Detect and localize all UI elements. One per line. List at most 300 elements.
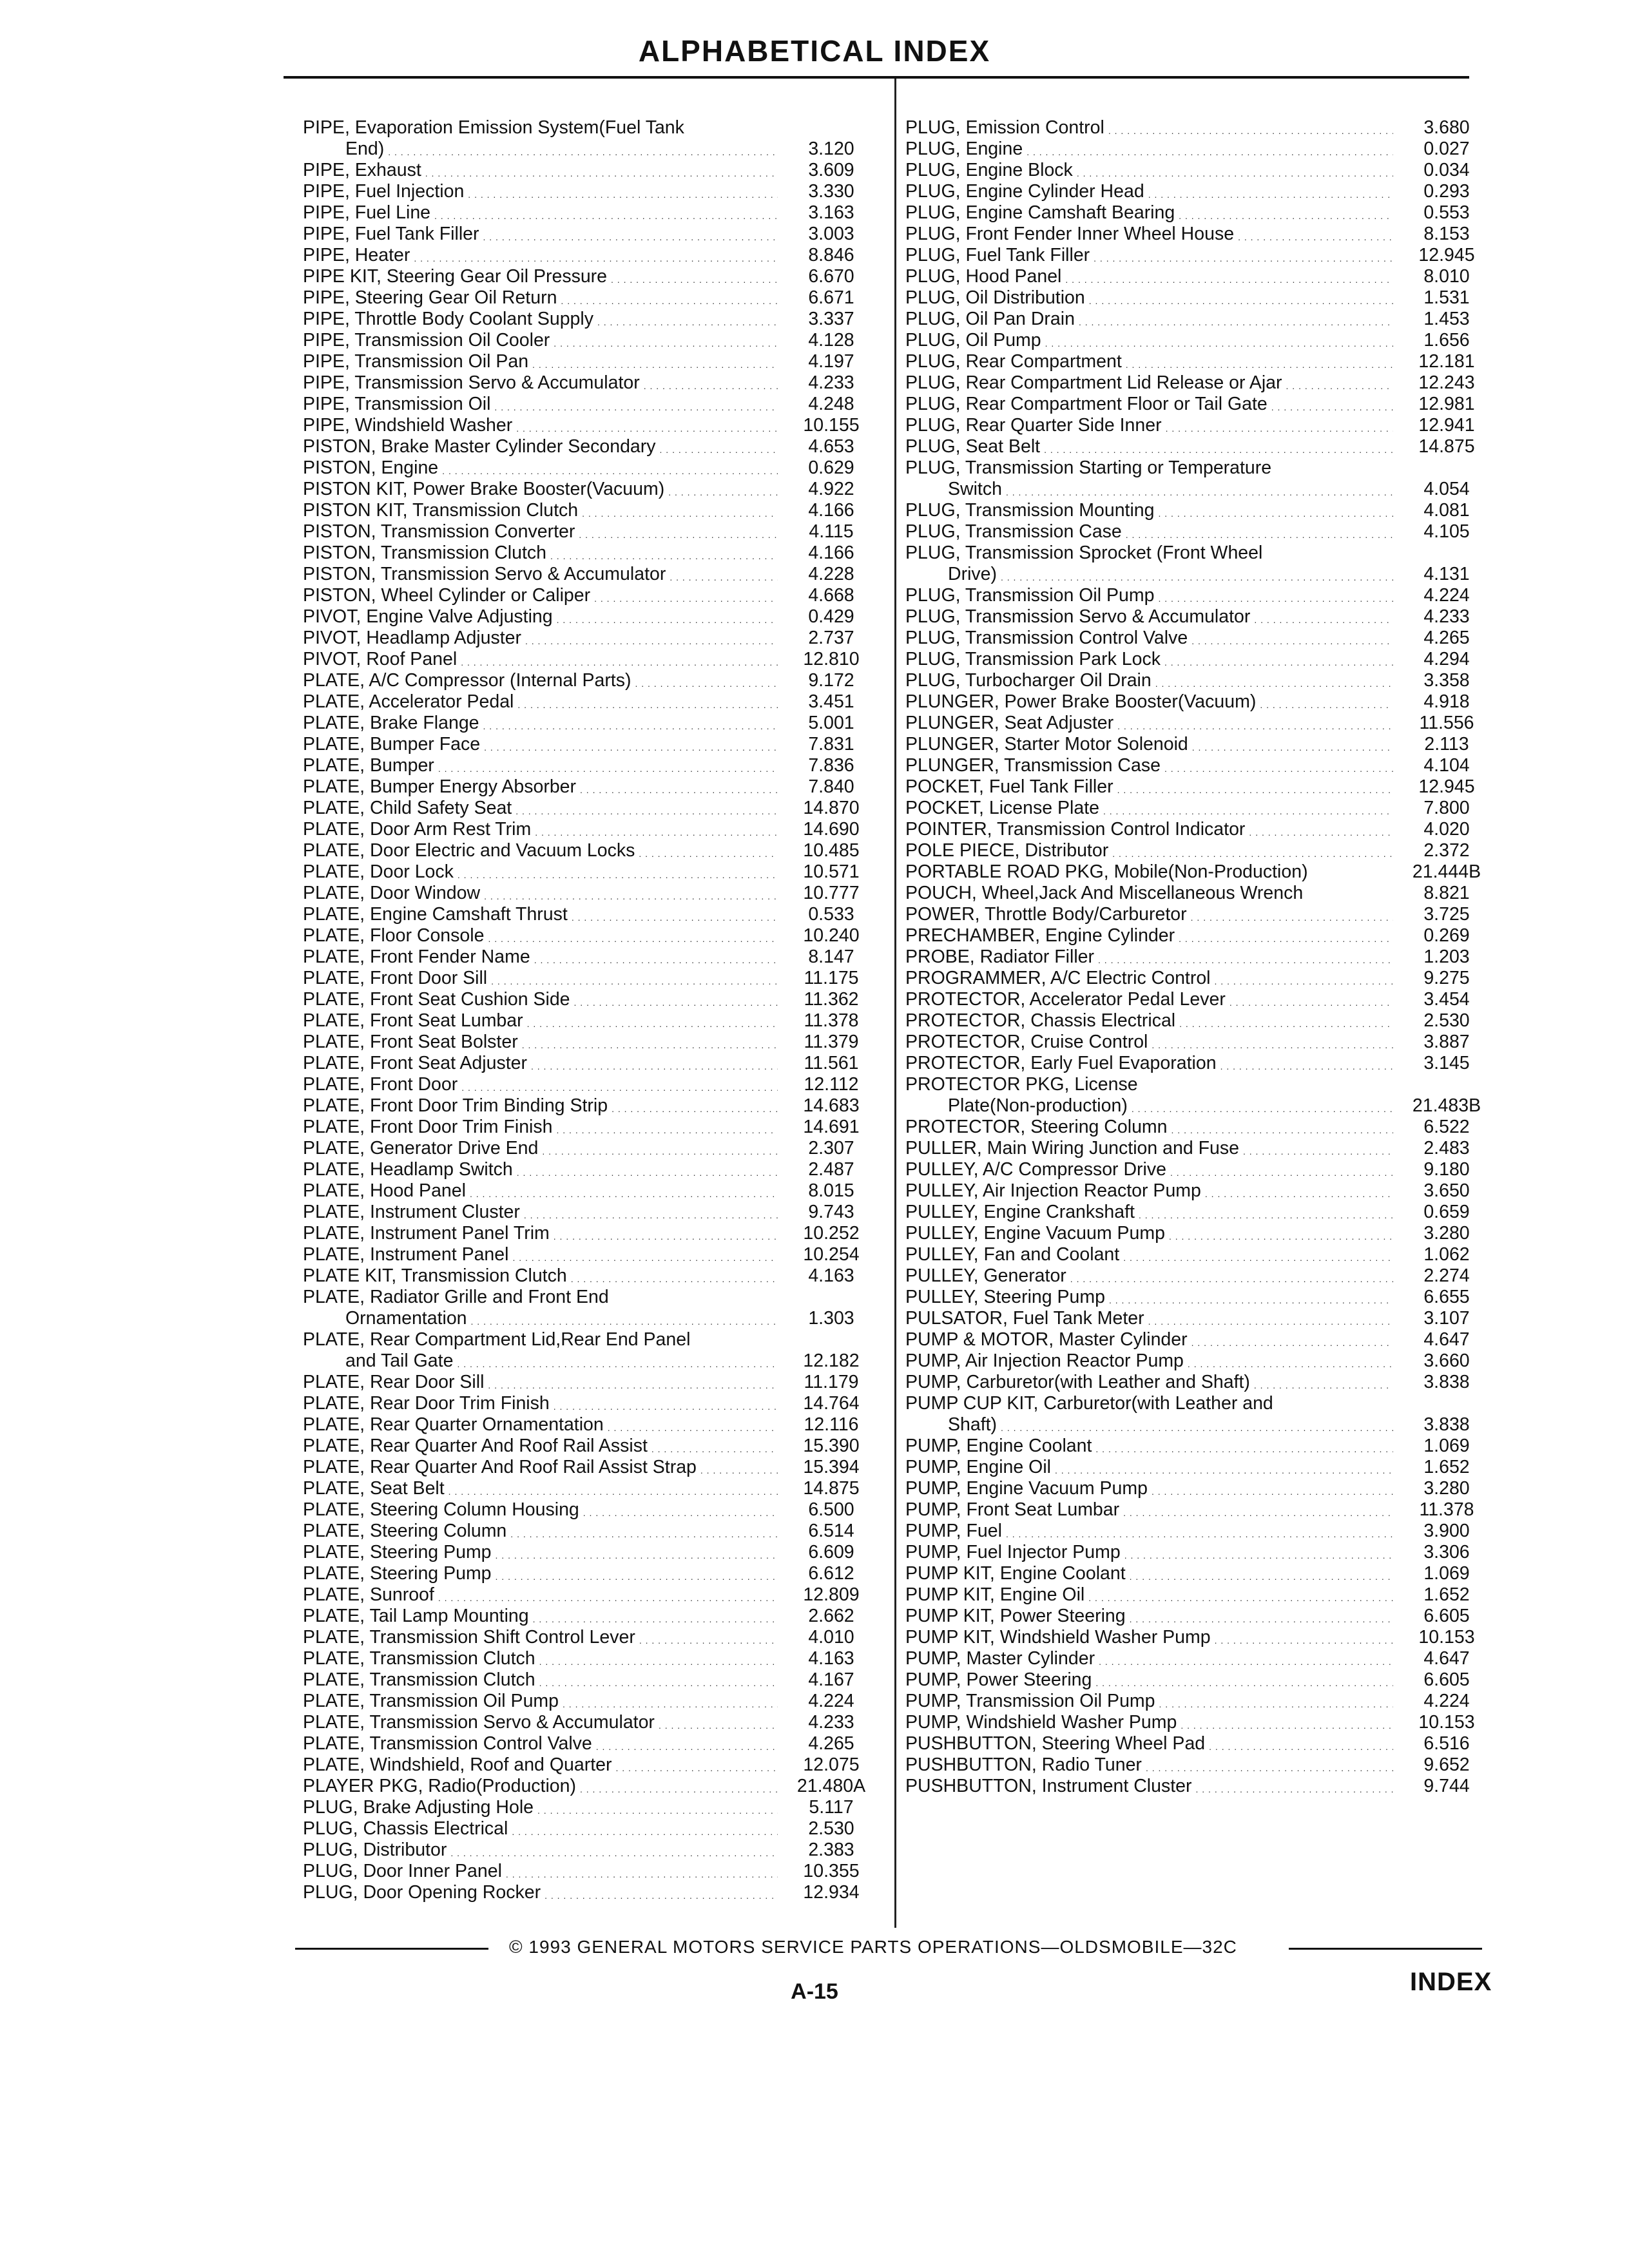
dot-leader [537, 1803, 778, 1818]
entry-description: PIVOT, Engine Valve Adjusting [303, 606, 553, 627]
entry-reference: 3.609 [808, 160, 854, 180]
dot-leader [483, 229, 778, 245]
dot-leader [545, 1888, 778, 1903]
entry-description: PLATE, Instrument Cluster [303, 1202, 520, 1222]
dot-leader [1164, 655, 1393, 670]
entry-reference: 6.670 [808, 266, 854, 287]
dot-leader [471, 1314, 778, 1329]
entry-description: PIPE, Transmission Oil Cooler [303, 330, 550, 351]
entry-reference: 0.269 [1423, 925, 1470, 946]
entry-reference: 4.054 [1423, 479, 1470, 499]
entry-line [303, 925, 880, 947]
entry-line [905, 1265, 1495, 1287]
entry-line [303, 500, 880, 521]
dot-leader [1108, 123, 1393, 139]
index-entry [303, 564, 880, 585]
entry-reference: 4.233 [808, 372, 854, 393]
dot-leader [1070, 1271, 1393, 1287]
entry-reference: 12.112 [804, 1074, 859, 1095]
dot-leader [1205, 1186, 1393, 1202]
index-entry [905, 139, 1495, 160]
entry-description: PISTON KIT, Power Brake Booster(Vacuum) [303, 479, 665, 499]
index-entry [303, 457, 880, 479]
entry-reference: 14.690 [803, 819, 860, 840]
entry-reference: 6.609 [808, 1542, 854, 1562]
dot-leader [522, 1037, 778, 1053]
entry-reference: 3.451 [808, 691, 854, 712]
entry-line [303, 394, 880, 415]
entry-reference: 3.900 [1423, 1521, 1470, 1541]
entry-line [905, 776, 1495, 798]
entry-description: PLUG, Oil Pump [905, 330, 1041, 351]
entry-line [905, 1308, 1495, 1329]
entry-line [303, 649, 880, 670]
entry-line [905, 394, 1495, 415]
dot-leader [597, 314, 778, 330]
index-entry [905, 1754, 1495, 1776]
entry-description: PISTON, Transmission Servo & Accumulator [303, 564, 666, 584]
entry-line [905, 883, 1495, 904]
entry-description: PLATE, Transmission Clutch [303, 1669, 535, 1690]
dot-leader [1155, 676, 1393, 691]
entry-reference: 10.240 [803, 925, 860, 946]
index-entry [905, 649, 1495, 670]
entry-reference: 14.764 [803, 1393, 860, 1414]
entry-line [303, 989, 880, 1010]
entry-description: PLATE, Transmission Servo & Accumulator [303, 1712, 655, 1733]
entry-reference: 9.744 [1423, 1776, 1470, 1796]
entry-reference: 9.172 [808, 670, 854, 691]
entry-line [303, 1712, 880, 1733]
entry-line [905, 309, 1495, 330]
dot-leader [1094, 251, 1393, 266]
index-entry [905, 776, 1495, 798]
entry-reference: 12.181 [1418, 351, 1475, 372]
entry-description: PULLEY, Steering Pump [905, 1287, 1105, 1307]
entry-description: PLATE, Door Electric and Vacuum Locks [303, 840, 635, 861]
dot-leader [450, 1845, 778, 1861]
entry-description: PROGRAMMER, A/C Electric Control [905, 968, 1211, 988]
index-entry [905, 1606, 1495, 1627]
dot-leader [1088, 1590, 1393, 1606]
entry-line [303, 1478, 880, 1499]
dot-leader [488, 931, 778, 947]
entry-description: PLATE, Instrument Panel [303, 1244, 509, 1265]
dot-leader [1045, 336, 1393, 351]
entry-reference: 4.265 [1423, 628, 1470, 648]
entry-description: PUMP, Air Injection Reactor Pump [905, 1350, 1184, 1371]
entry-line [303, 287, 880, 309]
index-entry [303, 1627, 880, 1648]
dot-leader [659, 1718, 778, 1733]
entry-line [905, 798, 1495, 819]
entry-line [303, 904, 880, 925]
entry-reference: 0.027 [1423, 139, 1470, 159]
index-entry [303, 904, 880, 925]
index-entry [905, 1457, 1495, 1478]
index-entry [303, 1478, 880, 1499]
dot-leader [1095, 1675, 1393, 1691]
index-entry [905, 1712, 1495, 1733]
entry-description: PLATE, Brake Flange [303, 713, 479, 733]
dot-leader [1159, 1696, 1393, 1712]
entry-line [303, 266, 880, 287]
dot-leader [1117, 782, 1393, 798]
entry-line [303, 1053, 880, 1074]
dot-leader [561, 293, 778, 309]
dot-leader [1139, 1207, 1393, 1223]
entry-description: PISTON KIT, Transmission Clutch [303, 500, 579, 521]
dot-leader [517, 697, 778, 713]
entry-description: PISTON, Engine [303, 457, 439, 478]
entry-line [905, 521, 1495, 543]
index-entry [905, 436, 1495, 457]
entry-reference: 11.175 [804, 968, 859, 988]
dot-leader [442, 463, 778, 479]
dot-leader [1158, 591, 1393, 606]
entry-line [905, 904, 1495, 925]
index-entry [303, 1329, 880, 1372]
dot-leader [1123, 1250, 1393, 1265]
entry-reference: 8.015 [808, 1180, 854, 1201]
dot-leader [644, 378, 778, 394]
entry-description: PUMP, Master Cylinder [905, 1648, 1095, 1669]
page-title: ALPHABETICAL INDEX [638, 34, 991, 68]
entry-description: POCKET, License Plate [905, 798, 1099, 818]
index-entry [303, 1861, 880, 1882]
entry-description: PUMP, Front Seat Lumbar [905, 1499, 1120, 1520]
index-entry [905, 202, 1495, 224]
index-entry [905, 543, 1495, 585]
entry-line [303, 351, 880, 372]
entry-line [905, 1095, 1495, 1117]
entry-line [905, 479, 1495, 500]
entry-description-continuation: End) [345, 139, 385, 159]
index-entry [905, 819, 1495, 840]
dot-leader [651, 1441, 778, 1457]
dot-leader [571, 1271, 778, 1287]
entry-reference: 4.163 [808, 1265, 854, 1286]
entry-description: PULLEY, Air Injection Reactor Pump [905, 1180, 1201, 1201]
entry-line [303, 670, 880, 691]
title-rule [284, 76, 1469, 79]
entry-reference: 1.062 [1423, 1244, 1470, 1265]
entry-reference: 21.444B [1412, 861, 1481, 882]
index-entry [905, 500, 1495, 521]
entry-line [905, 1010, 1495, 1032]
entry-description: PLUG, Front Fender Inner Wheel House [905, 224, 1235, 244]
entry-description: PIPE, Evaporation Emission System(Fuel Tank [303, 117, 684, 138]
index-entry [303, 1159, 880, 1180]
entry-description: PLUG, Distributor [303, 1840, 447, 1860]
index-entry [905, 1265, 1495, 1287]
entry-description: PLUG, Oil Distribution [905, 287, 1085, 308]
index-entry [303, 755, 880, 776]
entry-line [905, 734, 1495, 755]
dot-leader [516, 421, 778, 436]
entry-line [905, 1436, 1495, 1457]
dot-leader [1099, 1654, 1393, 1669]
index-entry [905, 1202, 1495, 1223]
index-entry [303, 968, 880, 989]
dot-leader [1164, 761, 1393, 776]
entry-reference: 4.294 [1423, 649, 1470, 669]
dot-leader [579, 527, 778, 543]
entry-line [905, 670, 1495, 691]
index-entry [303, 287, 880, 309]
entry-reference: 3.330 [808, 181, 854, 202]
index-entry [905, 1159, 1495, 1180]
index-entry [303, 1542, 880, 1563]
index-entry [303, 1244, 880, 1265]
index-entry [303, 798, 880, 819]
dot-leader [563, 1696, 778, 1712]
entry-reference: 6.516 [1423, 1733, 1470, 1754]
entry-description: PLATE, Transmission Control Valve [303, 1733, 592, 1754]
entry-description-continuation: Shaft) [948, 1414, 998, 1435]
entry-reference: 21.480A [796, 1776, 866, 1796]
entry-line [303, 1223, 880, 1244]
entry-reference: 3.120 [808, 139, 854, 159]
entry-line [303, 1840, 880, 1861]
entry-line [303, 1669, 880, 1691]
index-entry [905, 521, 1495, 543]
entry-reference: 11.561 [804, 1053, 859, 1073]
dot-leader [1055, 1463, 1393, 1478]
entry-line [905, 436, 1495, 457]
entry-reference: 3.725 [1423, 904, 1470, 925]
entry-reference: 4.922 [808, 479, 854, 499]
entry-line [905, 755, 1495, 776]
entry-description: PLUG, Transmission Mounting [905, 500, 1155, 521]
entry-reference: 2.662 [808, 1606, 854, 1626]
entry-reference: 1.069 [1423, 1436, 1470, 1456]
entry-reference: 0.429 [808, 606, 854, 627]
entry-line [303, 1032, 880, 1053]
entry-reference: 11.379 [804, 1032, 859, 1052]
dot-leader [1095, 1441, 1393, 1457]
dot-leader [491, 974, 778, 989]
entry-description: PLATE, Front Seat Bolster [303, 1032, 518, 1052]
entry-description: PLATE, Door Lock [303, 861, 454, 882]
entry-line [905, 606, 1495, 628]
dot-leader [484, 889, 778, 904]
entry-reference: 14.875 [1418, 436, 1475, 457]
entry-reference: 10.153 [1418, 1712, 1475, 1733]
entry-line [303, 1436, 880, 1457]
entry-description: PLUG, Rear Compartment Floor or Tail Gate [905, 394, 1268, 414]
dot-leader [596, 1739, 778, 1754]
entry-line [905, 564, 1495, 585]
entry-line [303, 479, 880, 500]
entry-description: PLUG, Oil Pan Drain [905, 309, 1075, 329]
index-entry [303, 1457, 880, 1478]
entry-reference: 9.275 [1423, 968, 1470, 988]
entry-reference: 12.941 [1418, 415, 1475, 436]
index-entry [303, 734, 880, 755]
entry-reference: 3.145 [1423, 1053, 1470, 1073]
entry-reference: 4.081 [1423, 500, 1470, 521]
index-entry [905, 245, 1495, 266]
entry-line [303, 1797, 880, 1818]
dot-leader [1191, 1335, 1393, 1350]
entry-description: PLATE, Radiator Grille and Front End [303, 1287, 609, 1307]
entry-line [303, 309, 880, 330]
entry-description: PLATE, Headlamp Switch [303, 1159, 513, 1180]
entry-reference: 12.809 [803, 1584, 860, 1605]
entry-description: PLATE, Rear Compartment Lid,Rear End Panel [303, 1329, 691, 1350]
entry-description: PULLEY, Engine Crankshaft [905, 1202, 1135, 1222]
entry-description: PLATE, Steering Pump [303, 1563, 492, 1584]
entry-line [303, 1180, 880, 1202]
entry-line [905, 1542, 1495, 1563]
entry-description: PUMP KIT, Engine Coolant [905, 1563, 1126, 1584]
entry-description: PORTABLE ROAD PKG, Mobile(Non-Production) [905, 861, 1308, 882]
index-entry [303, 500, 880, 521]
index-entry [303, 372, 880, 394]
entry-line [303, 819, 880, 840]
dot-leader [438, 1590, 778, 1606]
entry-reference: 12.116 [804, 1414, 859, 1435]
dot-leader [660, 442, 778, 457]
index-entry [303, 1223, 880, 1244]
index-column-left [303, 117, 880, 1903]
entry-description: PISTON, Transmission Converter [303, 521, 575, 542]
index-entry [303, 521, 880, 543]
index-entry [303, 1499, 880, 1521]
entry-reference: 7.836 [808, 755, 854, 776]
entry-line [303, 968, 880, 989]
entry-reference: 12.945 [1418, 776, 1475, 797]
entry-line [905, 160, 1495, 181]
footer-rule [1289, 1948, 1482, 1950]
dot-leader [434, 208, 778, 224]
entry-line [303, 1244, 880, 1265]
entry-reference: 11.179 [804, 1372, 859, 1392]
entry-reference: 2.307 [808, 1138, 854, 1158]
entry-line [303, 202, 880, 224]
entry-line [905, 1414, 1495, 1436]
entry-reference: 4.010 [808, 1627, 854, 1648]
entry-line [303, 1414, 880, 1436]
entry-description: PROTECTOR, Chassis Electrical [905, 1010, 1176, 1031]
entry-line [905, 1754, 1495, 1776]
entry-line [905, 287, 1495, 309]
entry-description: PLATE, Door Arm Rest Trim [303, 819, 532, 840]
entry-line [905, 1733, 1495, 1754]
entry-reference: 4.265 [808, 1733, 854, 1754]
entry-reference: 6.500 [808, 1499, 854, 1520]
entry-description: PLUG, Chassis Electrical [303, 1818, 508, 1839]
entry-description: PLATE, Rear Quarter And Roof Rail Assist [303, 1436, 648, 1456]
index-entry [905, 117, 1495, 139]
entry-description-continuation: Switch [948, 479, 1002, 499]
dot-leader [461, 1080, 778, 1095]
dot-leader [1191, 910, 1393, 925]
entry-reference: 4.224 [1423, 585, 1470, 606]
entry-description-continuation: Plate(Non-production) [948, 1095, 1128, 1116]
dot-leader [612, 1101, 778, 1117]
entry-line [905, 1223, 1495, 1244]
dot-leader [539, 1675, 778, 1691]
index-entry [905, 1244, 1495, 1265]
entry-description: PROTECTOR, Steering Column [905, 1117, 1168, 1137]
entry-reference: 1.652 [1423, 1584, 1470, 1605]
entry-description: POLE PIECE, Distributor [905, 840, 1109, 861]
entry-reference: 1.303 [808, 1308, 854, 1329]
entry-description: PLATE, A/C Compressor (Internal Parts) [303, 670, 631, 691]
dot-leader [1027, 144, 1393, 160]
entry-line [303, 691, 880, 713]
entry-reference: 4.647 [1423, 1648, 1470, 1669]
entry-line [303, 160, 880, 181]
entry-reference: 1.453 [1423, 309, 1470, 329]
entry-line [303, 415, 880, 436]
entry-line [303, 1584, 880, 1606]
entry-line [303, 1095, 880, 1117]
entry-line [303, 1691, 880, 1712]
entry-reference: 8.821 [1423, 883, 1470, 903]
entry-description: POINTER, Transmission Control Indicator [905, 819, 1246, 840]
entry-description: PLUG, Transmission Case [905, 521, 1122, 542]
entry-description: PLUNGER, Power Brake Booster(Vacuum) [905, 691, 1257, 712]
index-entry [303, 1372, 880, 1393]
entry-reference: 3.358 [1423, 670, 1470, 691]
entry-reference: 4.233 [808, 1712, 854, 1733]
entry-line [303, 1159, 880, 1180]
dot-leader [488, 1378, 778, 1393]
entry-line [905, 1584, 1495, 1606]
entry-description: PLUG, Transmission Control Valve [905, 628, 1188, 648]
dot-leader [539, 1654, 778, 1669]
entry-reference: 14.875 [803, 1478, 860, 1499]
dot-leader [1191, 633, 1393, 649]
index-entry [905, 160, 1495, 181]
entry-line [905, 139, 1495, 160]
entry-description: PLATE, Instrument Panel Trim [303, 1223, 550, 1244]
index-entry [303, 330, 880, 351]
entry-reference: 6.612 [808, 1563, 854, 1584]
entry-line [303, 521, 880, 543]
index-entry [303, 947, 880, 968]
dot-leader [1159, 506, 1394, 521]
dot-leader [535, 825, 778, 840]
index-entry [905, 840, 1495, 861]
entry-line [905, 1032, 1495, 1053]
entry-description: PLUNGER, Starter Motor Solenoid [905, 734, 1188, 754]
dot-leader [1148, 187, 1393, 202]
entry-line [905, 1350, 1495, 1372]
entry-line [905, 1159, 1495, 1180]
entry-line [905, 266, 1495, 287]
entry-description: PLUG, Brake Adjusting Hole [303, 1797, 534, 1818]
dot-leader [668, 485, 778, 500]
index-entry [905, 1032, 1495, 1053]
entry-reference: 1.531 [1423, 287, 1470, 308]
entry-reference: 0.629 [808, 457, 854, 478]
entry-description: PLUG, Transmission Oil Pump [905, 585, 1155, 606]
entry-description: PLUNGER, Seat Adjuster [905, 713, 1114, 733]
entry-description-continuation: Drive) [948, 564, 997, 584]
entry-reference: 12.075 [803, 1754, 860, 1775]
index-entry [303, 202, 880, 224]
entry-description: PUMP KIT, Windshield Washer Pump [905, 1627, 1211, 1648]
dot-leader [670, 570, 778, 585]
entry-description: PIPE, Fuel Tank Filler [303, 224, 479, 244]
entry-description: PLUG, Engine Cylinder Head [905, 181, 1144, 202]
entry-line [905, 500, 1495, 521]
dot-leader [531, 1059, 778, 1074]
